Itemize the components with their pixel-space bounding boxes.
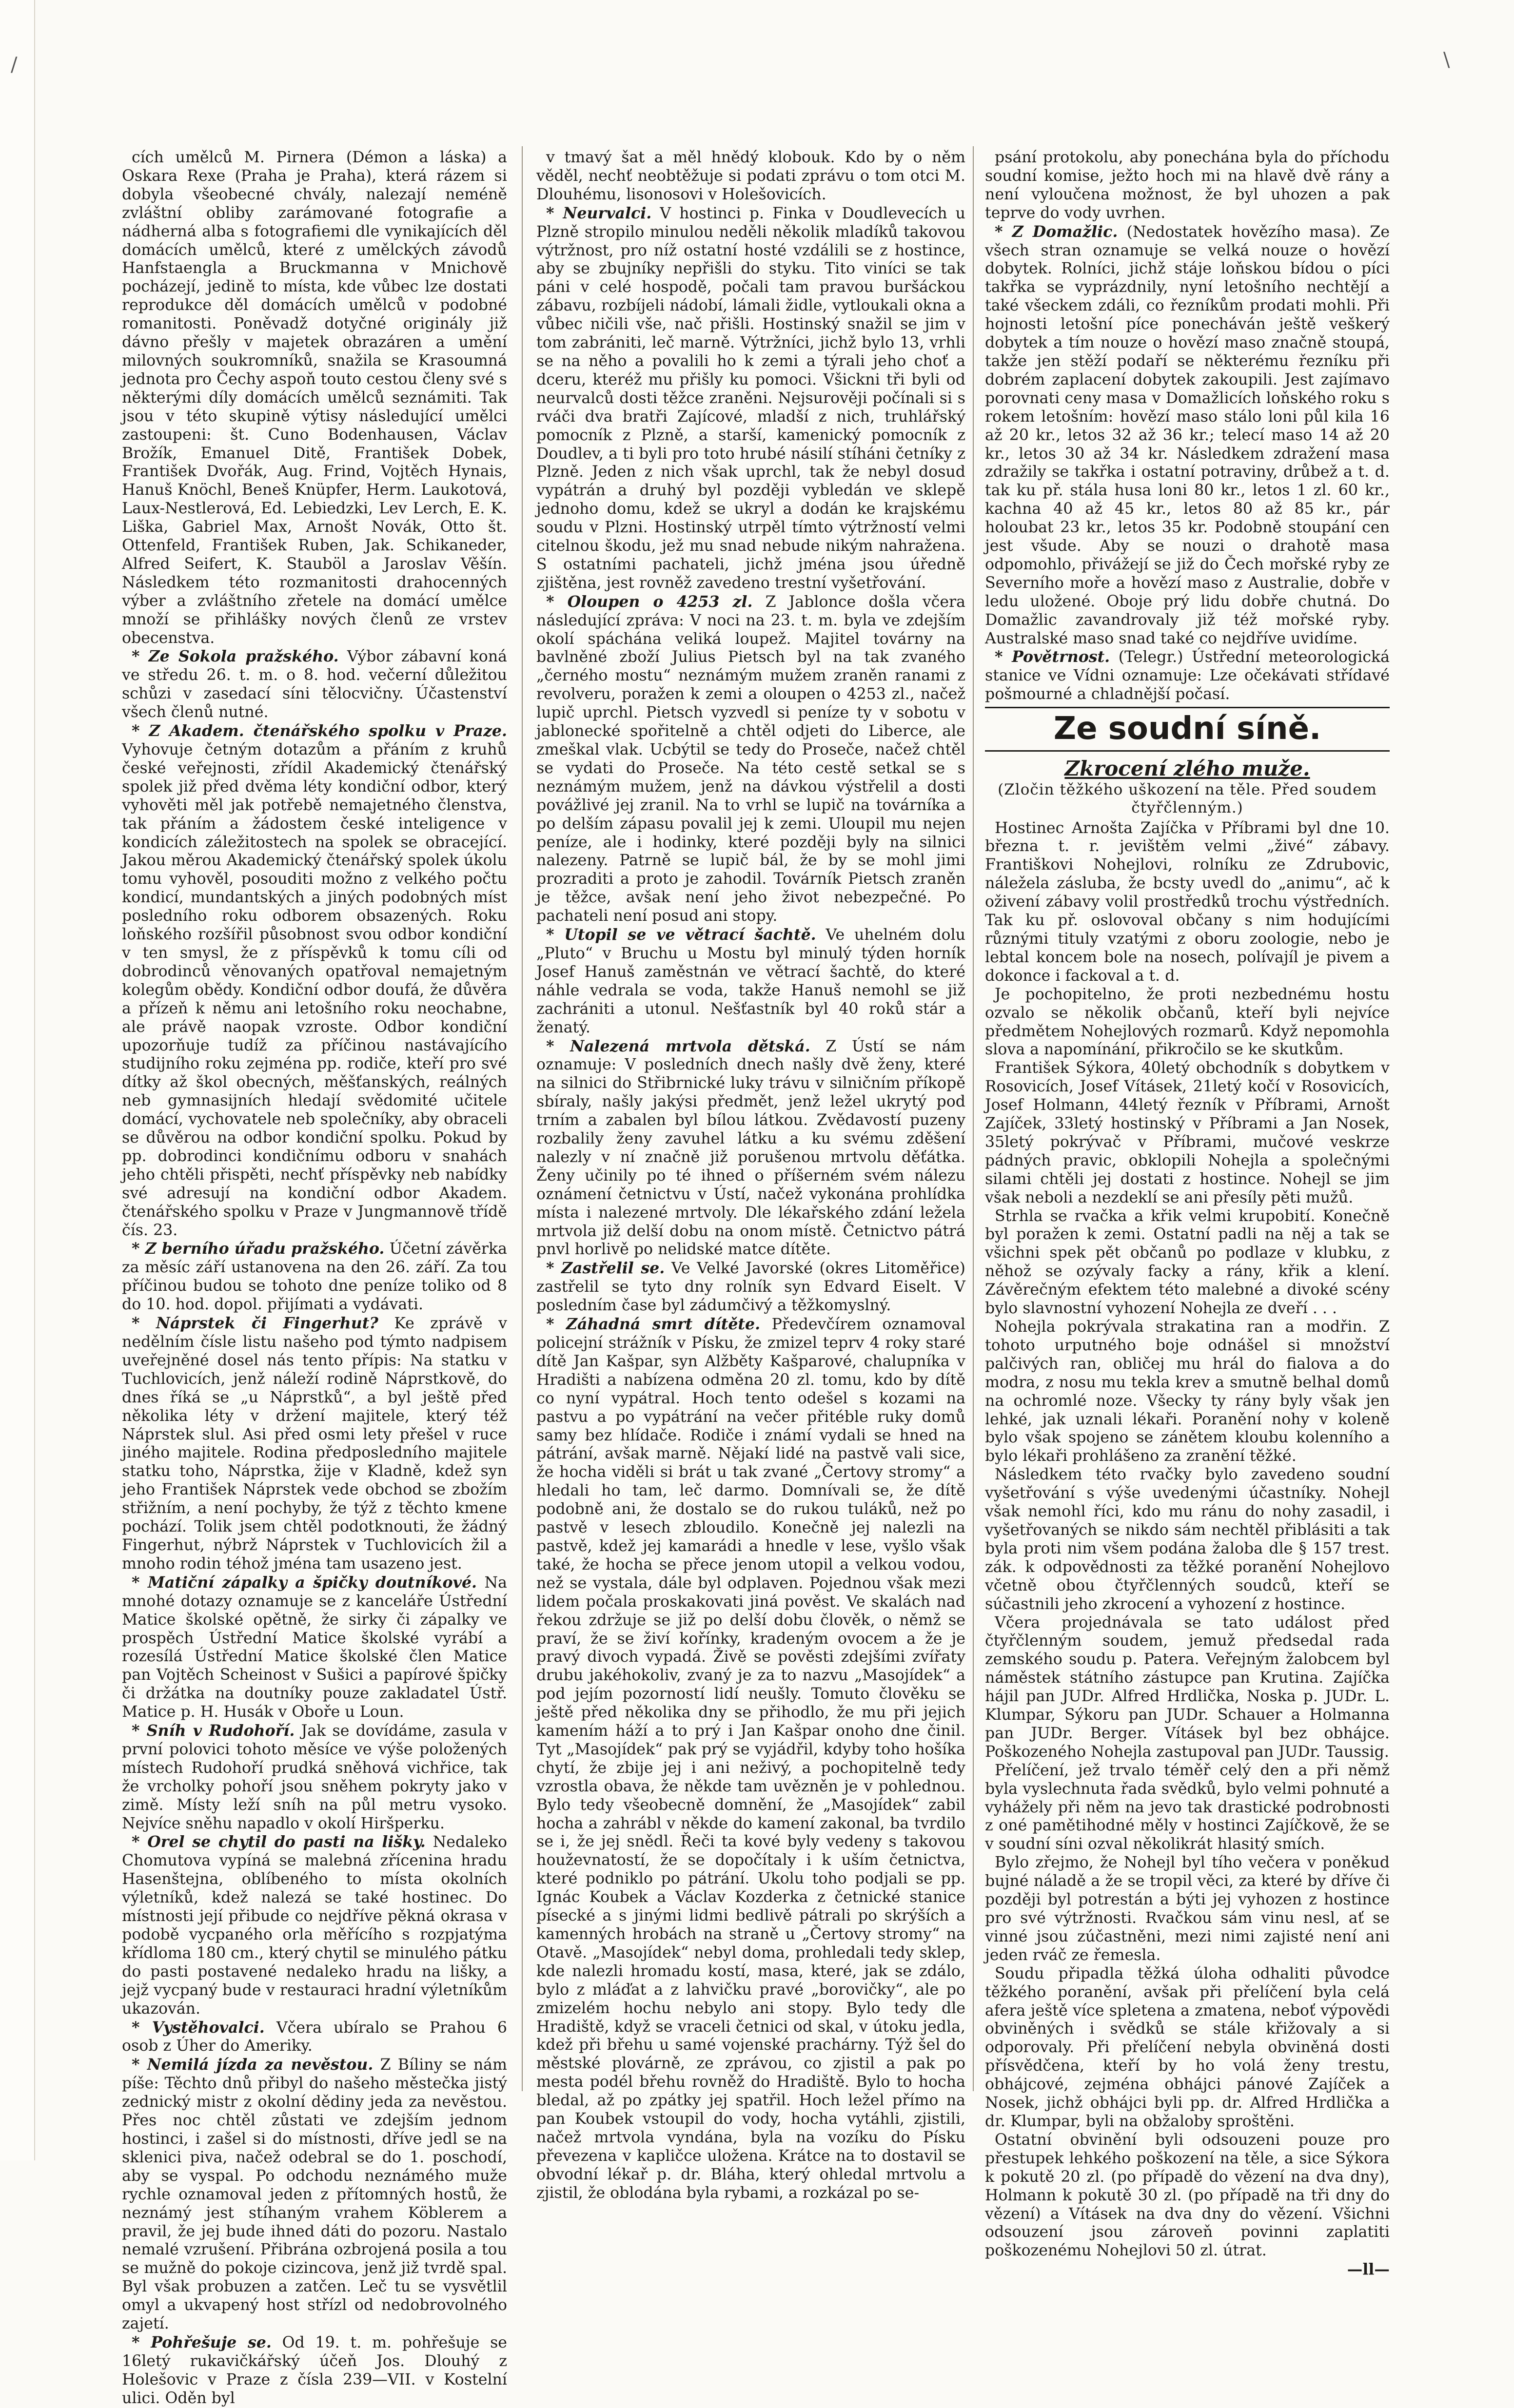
news-item-body: (Telegr.) Ústřední meteorologická stanice ve Vídni oznamuje: Lze očekávati střídavé pošmourné a chladnější počasí. bbox=[985, 648, 1390, 703]
news-item bbox=[122, 2056, 507, 2333]
news-item-title: * Oloupen o 4253 zl. bbox=[546, 592, 753, 611]
news-item-title: * Nalezená mrtvola dětská. bbox=[546, 1037, 810, 1055]
article-paragraph bbox=[985, 1762, 1390, 1854]
news-item bbox=[985, 648, 1390, 704]
article-paragraph bbox=[985, 1466, 1390, 1613]
news-item-body: Od 19. t. m. pohřešuje se 16letý rukavičkářský účeň Jos. Dlouhý z Holešovic v Praze z čísla 239—VII. v Kostelní ulici. Oděn byl bbox=[122, 2333, 507, 2407]
section-title: Ze soudní síně. bbox=[985, 707, 1390, 752]
article-paragraph bbox=[985, 819, 1390, 986]
news-item-body: Z Jablonce došla včera následující zpráva: V noci na 23. t. m. byla ve zdejším okolí spáchána veliká loupež. Majitel továrny na bavlněné zboží Julius Pietsch byl na tak zvaného „černého mostu“ neznámým mužem zraněn ranami z revolveru, poražen k zemi a oloupen o 4253 zl., načež lupič uprchl. Pietsch vyzvedl si peníze ty v sobotu v jablonecké spořitelně a chtěl odjeti do Liberce, ale zmeškal vlak. Ucbýtil se tedy do Proseče, načež chtěl se vydati do Proseče. Na této cestě setkal se s neznámým mužem, jenž na dávkou výstřelil a dosti povážlivé jej zranil. Na to vrhl se lupič na továrníka a po delším zápasu povalil jej k zemi. Uloupil mu nejen peníze, ale i hodinky, které později byly na silnici nalezeny. Patrně se lupič bál, že by se mohl jimi prozraditi a proto je zahodil. Továrník Pietsch zraněn je těžce, avšak není jeho život nebezpečné. Po pachateli není posud ani stopy. bbox=[536, 593, 965, 925]
news-item-title: * Z Akadem. čtenářského spolku v Praze. bbox=[132, 722, 507, 740]
news-item bbox=[536, 1315, 965, 2203]
news-item bbox=[122, 1722, 507, 1833]
news-item bbox=[536, 593, 965, 926]
article-paragraph bbox=[985, 1318, 1390, 1466]
author-signature: —ll— bbox=[1347, 2260, 1390, 2279]
news-item-title: * Nemilá jízda za nevěstou. bbox=[132, 2056, 374, 2074]
news-item bbox=[122, 1240, 507, 1314]
page-gutter bbox=[0, 0, 35, 2160]
news-item-body: Následkem této rvačky bylo zavedeno soudní vyšetřování s výše uvedenými účastníky. Nohejl však nemohl říci, kdo mu ránu do nohy zasadil, i vyšetřovaných se nikdo sám nechtěl přiblásiti a tak byla proti nim všem podána žaloba dle § 157 trest. zák. k odpovědnosti za těžké poranění Nohejlovo včetně obou čtyřčlenných soudců, kteří se súčastnili jeho zkrocení a vyhození z hostince. bbox=[985, 1466, 1390, 1613]
article-paragraph bbox=[122, 149, 507, 647]
news-item-title: * Z berního úřadu pražského. bbox=[132, 1240, 385, 1258]
article-paragraph bbox=[985, 1965, 1390, 2131]
news-item-body: Včera ubíralo se Prahou 6 osob z Úher do Ameriky. bbox=[122, 2019, 507, 2055]
news-item-body: Ke zprávě v nedělním čísle listu našeho pod týmto nadpisem uveřejněné dosel nás tento přípis: Na statku v Tuchlovicích, jenž náleží rodině Náprstkově, do dnes říká se „u Náprstků“, a byl ještě před několika léty v držení majitele, který též Náprstek slul. Asi před osmi lety přešel v ruce jiného majitele. Rodina předposledního majitele statku toho, Náprstka, žije v Kladně, kdež syn jeho František Náprstek vede obchod se zbožím střižním, a není pochyby, že týž z těchto kmene pochází. Tolik jsem chtěl podotknouti, že žádný Fingerhut, nýbrž Náprstek v Tuchlovicích žil a mnoho rodin téhož jména tam usazeno jest. bbox=[122, 1315, 507, 1573]
news-item-body: Jak se dovídáme, zasula v první polovici tohoto měsíce ve výše položených místech Rudohoří prudká sněhová vichřice, tak že vrcholky pohoří jsou sněhem pokryty jako v zimě. Místy leží sníh na půl metru vysoko. Nejvíce sněhu napadlo v okolí Hiršperku. bbox=[122, 1722, 508, 1832]
news-item-body: František Sýkora, 40letý obchodník s dobytkem v Rosovicích, Josef Vításek, 21letý kočí v Rosovicích, Josef Holmann, 44letý řezník v Příbrami, Arnošt Zajíček, 33letý hostinský v Příbrami a Jan Nosek, 35letý pokrývač v Příbrami, mučové veskrze pádných pravic, obklopili Nohejla a společnými silami chtěli jej dostati z hostince. Nohejl se jim však neboli a nezdeklí se ani přesíly pěti mužů. bbox=[985, 1059, 1390, 1206]
news-item-title: * Orel se chytil do pasti na lišky. bbox=[132, 1833, 426, 1851]
news-item bbox=[536, 926, 965, 1037]
news-item bbox=[985, 223, 1390, 648]
news-item-body: Soudu připadla těžká úloha odhaliti původce těžkého poranění, avšak při přelíčení byla celá afera ještě více spletena a zmatena, neboť výpovědi obviněných i svědků se stále křižovaly a si odporovaly. Při přelíčení nebyla obviněná dosti přísvědčena, kteří by ho volá ženy trestu, obhájcové, zejména obhájci pánové Zajíček a Nosek, jichž obhájci byli pp. dr. Alfred Hrdlička a dr. Klumpar, byli na obžaloby sproštěni. bbox=[985, 1964, 1390, 2130]
news-item-body: Na mnohé dotazy oznamuje se z kanceláře Ústřední Matice školské opětně, že sirky či zápalky ve prospěch Ústřední Matice školské vyrábí a rozesílá Ústřední Matice školské člen Matice pan Vojtěch Scheinost v Sušici a papírové špičky či držátka na doutníky pouze zakladatel Ústř. Matice p. H. Husák v Oboře u Loun. bbox=[122, 1573, 507, 1721]
page-mark-left: / bbox=[11, 54, 18, 76]
article-paragraph bbox=[985, 149, 1390, 223]
news-item-body: Vyhovuje četným dotazům a přáním z kruhů české veřejnosti, zřídil Akademický čtenářský spolek již před dvěma léty kondiční odbor, který vyhověti měl jak potřebě nemajetného členstva, tak přáním a žádostem české inteligence v kondicích záležitostech na spolek se obracející. Jakou měrou Akademický čtenářský spolek úkolu tomu vyhověl, posouditi možno z velkého počtu kondicí, mundantských a jiných podobných míst posledního roku odborem obsazených. Roku loňského rozšířil působnost svou odbor kondiční v ten smysl, že z příspěvků k tomu cíli od dobrodinců věnovaných opatřoval nemajetným kolegům obědy. Kondiční odbor doufá, že důvěra a přízeň k němu ani letošního roku neochabne, ale právě naopak vzroste. Odbor kondiční upozorňuje tudíž za příčinou nastávajícího studijního roku zejména pp. rodiče, kteří pro své dítky až škol obecných, měšťanských, reálných neb gymnasijních hledají svědomité učitele domácí, vychovatele neb společníky, aby obraceli se důvěrou na odbor kondiční spolku. Pokud by pp. dobrodinci kondičnímu odboru v snahách jeho chtěli přispěti, nechť příspěvky neb nabídky své adresují na kondiční odbor Akadem. čtenářského spolku v Praze v Jungmannově třídě čís. 23. bbox=[122, 741, 507, 1239]
news-item-body: Strhla se rvačka a křik velmi krupobití. Konečně byl poražen k zemi. Ostatní padli na něj a tak se všichni spek pět občanů po podlaze v klubku, z něhož se ozývaly facky a rány, křik a klení. Závěrečným efektem této malebné a divoké scény bylo slavnostní vyhození Nohejla ze dveří . . . bbox=[985, 1207, 1390, 1318]
article-paragraph bbox=[985, 986, 1390, 1060]
news-item bbox=[536, 1037, 965, 1260]
news-item-body: Z Bíliny se nám píše: Těchto dnů přibyl do našeho městečka jistý zednický mistr z okolní dědiny jeda za nevěstou. Přes noc chtěl zůstati ve zdejším jednom hostinci, i zašel si do místnosti, dříve jedl se na sklenici piva, načež odebral se do 1. poschodí, aby se vyspal. Po odchodu neznámého muže rychle oznamoval jeden z přítomných hostů, že neznámý jest stíhaným vrahem Köblerem a pravil, že jej bude ihned dáti do pozoru. Nastalo nemalé vzrušení. Přibrána ozbrojená posila a tou se mužně do pokoje cizincova, jenž již tvrdě spal. Byl však probuzen a zatčen. Leč tu se vysvětlil omyl a ukvapený host střízl od nedobrovolného zajetí. bbox=[122, 2056, 507, 2333]
article-paragraph bbox=[985, 1854, 1390, 1964]
news-item-body: Účetní závěrka za měsíc září ustanovena na den 26. září. Za tou příčinou budou se tohoto dne peníze toliko od 8 do 10. hod. dopol. přijímati a vydávati. bbox=[122, 1240, 508, 1314]
column-divider-1 bbox=[522, 146, 523, 2091]
article-headline: Zkrocení zlého muže. bbox=[1064, 756, 1310, 780]
news-item-title: * Pohřešuje se. bbox=[132, 2333, 272, 2351]
news-item-body: Nohejla pokrývala strakatina ran a modřin. Z tohoto urputného boje odnášel si množství palčivých ran, obličej mu hrál do fialova a do modra, z nosu mu tekla krev a smutně belhal domů na ochromlé noze. Všecky ty rány byly však jen lehké, jak uznali lékaři. Poranění nohy v koleně bylo však spojeno se zánětem kloubu kolenního a bylo lékaři prohlášeno za zranění těžké. bbox=[985, 1318, 1390, 1465]
news-item bbox=[122, 1833, 507, 2018]
court-section-heading bbox=[985, 707, 1390, 817]
article-paragraph bbox=[985, 1207, 1390, 1318]
news-item-body: cích umělců M. Pirnera (Démon a láska) a Oskara Rexe (Praha je Praha), která rázem si dobyla všeobecné chvály, nalezají neméně zvláštní obliby zarámované fotografie a nádherná alba s fotografiemi dle vynikajících děl domácích umělců, které z umělckých závodů Hanfstaengla a Bruckmanna v Mnichově pocházejí, jedině to místa, kde vůbec lze dostati reprodukce děl domácích umělců v podobné romanitosti. Poněvadž dotyčné originály již dávno přešly v majetek obrazáren a umění milovných soukromníků, snažila se Krasoumná jednota pro Čechy aspoň touto cestou členy své s některými díly domácích umělců seznámiti. Tak jsou v této skupině výtisy následující umělci zastoupeni: št. Cuno Bodenhausen, Václav Brožík, Emanuel Ditě, František Dobek, František Dvořák, Aug. Frind, Vojtěch Hynais, Hanuš Knöchl, Beneš Knüpfer, Herm. Laukotová, Laux-Nestlerová, Ed. Lebiedzki, Lev Lerch, E. K. Liška, Gabriel Max, Arnošt Novák, Otto št. Ottenfeld, František Ruben, Jak. Schikaneder, Alfred Seifert, K. Stauböl a Jaroslav Věšín. Následkem této rozmanitosti drahocenných výber a zvláštního zřetele na domácí umělce množí se přihlášky nových členů ze vrstev obecenstva. bbox=[122, 149, 507, 647]
news-column-1 bbox=[122, 149, 508, 2407]
news-item bbox=[122, 647, 507, 722]
news-item-title: * Povětrnost. bbox=[995, 648, 1110, 666]
page-mark-right: \ bbox=[1443, 49, 1450, 71]
news-item-title: * Vystěhovalci. bbox=[132, 2018, 265, 2037]
news-item-body: Je pochopitelno, že proti nezbednému hostu ozvalo se několik občanů, kteří byli nejvíce předmětem Nohejlových rozmarů. Když nepomohla slova a napomínání, přikročilo se ke skutkům. bbox=[985, 985, 1390, 1059]
news-item bbox=[122, 722, 507, 1240]
news-item bbox=[122, 2333, 507, 2408]
news-item-body: V hostinci p. Finka v Doudlevecích u Plzně stropilo minulou neděli několik mladíků takovou výtržnost, pro níž ostatní hosté vzdálili se z hostince, aby se zbujníky nepřišli do styku. Tito viníci se tak páni v celé hospodě, počali tam pravou buršáckou zábavu, rozbíjeli nádobí, lámali židle, vytloukali okna a vůbec ničili vše, nač přišli. Hostinský snažil se jim v tom zabrániti, leč marně. Výtržníci, jichž bylo 13, vrhli se na něho a povalili ho k zemi a týrali jeho choť a dceru, kteréž mu přišly ku pomoci. Všickni tři byli od neurvalců dosti těžce zraněni. Nejsurověji počínali si s rváči dva bratři Zajícové, mladší z nich, truhlářský pomocník z Plzně, a starší, kamenický pomocník z Doudlev, a ti byli pro toto hrubé násilí stíháni četníky z Plzně. Jeden z nich však uprchl, tak že nebyl dosud vypátrán a druhý byl později vybledán ve sklepě jednoho domu, kdež se ukryl a dodán ke krajskému soudu v Plzni. Hostinský utrpěl tímto výtržností velmi citelnou škodu, jež mu snad nebude nikým nahražena. S ostatními pachateli, jichž jména jsou úředně zjištěna, jest rovněž zavedeno trestní vyšetřování. bbox=[536, 204, 966, 592]
news-item-title: * Neurvalci. bbox=[546, 204, 652, 222]
article-paragraph bbox=[536, 149, 965, 204]
article-paragraph bbox=[985, 1059, 1390, 1207]
news-item-body: Výbor zábavní koná ve středu 26. t. m. o 8. hod. večerní důležitou schůzi v zasedací síni tělocvičny. Účastenství všech členů nutné. bbox=[122, 648, 508, 721]
news-item-title: * Záhadná smrt dítěte. bbox=[546, 1315, 761, 1334]
news-item-title: * Matiční zápalky a špičky doutníkové. bbox=[132, 1573, 477, 1592]
news-item bbox=[536, 1259, 965, 1315]
news-item-title: * Ze Sokola pražského. bbox=[132, 647, 339, 666]
news-item-body: (Nedostatek hovězího masa). Ze všech stran oznamuje se velká nouze o hovězí dobytek. Rolníci, jichž stáje loňskou bídou o píci takřka se vyprázdnily, nyní letošního nechtějí a také všeckem zdáli, co řezníkům prodati mohli. Při hojnosti letošní píce ponecháván ještě veškerý dobytek a tím nouze o hovězí maso značně stoupá, takže jen stěží podaří se některému řezníku při dobrém zaplacení dobytek zakoupili. Jest zajímavo porovnati ceny masa v Domažlicích loňského roku s rokem letošním: hovězí maso stálo loni půl kila 16 až 20 kr., letos 32 až 36 kr.; telecí maso 14 až 20 kr., letos 30 až 34 kr. Následkem zdražení masa zdražily se takřka i ostatní potraviny, drůbež a t. d. tak ku př. stála husa loni 80 kr., letos 1 zl. 60 kr., kachna 40 až 45 kr., letos 80 až 85 kr., pár holoubat 23 kr., letos 35 kr. Podobně stoupání cen jest všude. Aby se nouzi o drahotě masa odpomohlo, přivážejí se již do Čech mořské ryby ze Severního moře a hovězí maso z Australie, dobře v ledu uložené. Oboje prý lidu dobře chutná. Do Domažlic zavandrovaly již též mořské ryby. Australské maso snad také co nejdříve uvidíme. bbox=[985, 223, 1390, 647]
news-item-body: psání protokolu, aby ponechána byla do příchodu soudní komise, ježto hoch mi na hlavě dvě rány a není vyloučena možnost, že byl uhozen a pak teprve do vody uvrhen. bbox=[985, 149, 1390, 222]
news-item-body: Z Ústí se nám oznamuje: V posledních dnech našly dvě ženy, které na silnici do Střibrnické luky trávu v silničním příkopě sbíraly, našly jakýsi předmět, jenž ležel ukrytý pod trním a zabalen byl bílou látkou. Zvědavostí puzeny rozbalily ženy zavuhel látku a ku svému zděšení nalezly v ní značně již porušenou mrtvolu děťátka. Ženy učinily po té ihned o příšerném svém nálezu oznámení četnictvu v Ústí, načež vykonána prohlídka místa i nalezené mrtvoly. Dle lékařského zdání ležela mrtvola již delší dobu na onom místě. Četnictvo pátrá pnvl horlivě po nelidské matce dítěte. bbox=[536, 1037, 965, 1259]
news-item-body: Ve uhelném dolu „Pluto“ v Bruchu u Mostu byl minulý týden horník Josef Hanuš zaměstnán ve větrací šachtě, do které náhle vedrala se voda, takže Hanuš nemohl se již zachrániti a utonul. Nešťastník byl 40 roků stár a ženatý. bbox=[536, 926, 966, 1036]
news-item bbox=[122, 1314, 507, 1573]
news-item-body: v tmavý šat a měl hnědý klobouk. Kdo by o něm věděl, nechť neobtěžuje si podati zprávu o tom otci M. Dlouhému, lisonosovi v Holešovicích. bbox=[536, 149, 965, 203]
news-item-body: Přelíčení, jež trvalo téměř celý den a při němž byla vyslechnuta řada svědků, bylo velmi pohnuté a vyhážely při něm na jevo tak drastické podrobnosti z oné pamětihodné měly v hostinci Zajíčkově, že se v soudní síni ozval několikrát hlasitý smích. bbox=[985, 1761, 1390, 1853]
article-deck: (Zločin těžkého uškození na těle. Před soudem čtyřčlenným.) bbox=[998, 781, 1377, 817]
news-column-2 bbox=[536, 149, 966, 2202]
column-divider-2 bbox=[973, 146, 974, 2091]
news-item-body: Ostatní obvinění byli odsouzeni pouze pro přestupek lehkého poškození na těle, a sice Sýkora k pokutě 20 zl. (po případě do vězení na dva dny), Holmann k pokutě 30 zl. (po případě na tři dny do vězení) a Vításek na dva dny do vězení. Všichni odsouzení jsou zároveň povinni zaplatiti poškozenému Nohejlovi 50 zl. útrat. bbox=[985, 2131, 1390, 2260]
news-item-body: Hostinec Arnošta Zajíčka v Příbrami byl dne 10. března t. r. jevištěm velmi „živé“ zábavy. Františkovi Nohejlovi, rolníku ze Zdrubovic, náležela zásluba, že bcsty uvedl do „animu“, ač k oživení zábavy volil prostředků trochu výstředních. Tak ku př. oslovoval občany s nim hodujícími různými tituly vzatými z oboru zoologie, nebo je lebtal koncem bole na nosech, polívajíl je pivem a dokonce i fackoval a t. d. bbox=[985, 819, 1390, 985]
article-paragraph bbox=[985, 1614, 1390, 1762]
news-item-title: * Utopil se ve větrací šachtě. bbox=[546, 926, 816, 944]
news-item-title: * Zastřelil se. bbox=[546, 1259, 665, 1278]
news-item-body: Ve Velké Javorské (okres Litoměřice) zastřelil se tyto dny rolník syn Edvard Eiselt. V posledním čase byl zádumčivý a těžkomyslný. bbox=[536, 1260, 965, 1315]
news-item-title: * Z Domažlic. bbox=[995, 222, 1118, 241]
news-item-title: * Sníh v Rudohoří. bbox=[132, 1722, 295, 1740]
news-item bbox=[122, 1573, 507, 1722]
article-paragraph bbox=[985, 2131, 1390, 2260]
news-item-body: Nedaleko Chomutova vypíná se malebná zřícenina hradu Hasenštejna, oblíbeného to místa okolních výletníků, kdež nalezá se také hostinec. Do místnosti její přibude co nejdříve pěkná okrasa v podobě vycpaného orla měřícího s rozpjatýma křídloma 180 cm., který chytil se minulého pátku do pasti postavené nedaleko hradu na lišky, a jejž vycpaný bude v restauraci hradní výletníkům ukazován. bbox=[122, 1833, 507, 2018]
news-column-3 bbox=[985, 149, 1390, 2279]
news-item-body: Předevčírem oznamoval policejní strážník v Písku, že zmizel teprv 4 roky staré dítě Jan Kašpar, syn Alžběty Kašparové, chalupníka v Hradišti a nabízena odměna 20 zl. tomu, kdo by dítě co nyní vypátral. Hoch tento odešel s kozami na pastvu a po vypátrání na večer přitéble ruky domů samy bez hlídače. Rodiče i známí vydali se hned na pátrání, avšak marně. Nějakí lidé na pastvě vali sice, že hocha viděli si brát u tak zvané „Čertovy stromy“ a hledali ho tam, leč darmo. Domnívali se, že dítě podobně ani, že dostalo se do rukou tuláků, než po pastvě v lesech zbloudilo. Konečně jej nalezli na pastvě, kdež jej kamarádi a hnedle v lese, vyšlo však také, že hocha se přece jenom utopil a velkou vodou, než se vystala, dále byl odplaven. Pojednou však mezi lidem počala proskakovati jiná pověst. Ve skalách nad řekou zdržuje se již po delší dobu člověk, o němž se praví, že se živí kořínky, kradeným ovocem a že je pravý divoch vypadá. Živě se pověsti zdejšími zvířaty drubu jakéhokoliv, zvaný je za to nazvu „Masojídek“ a pod jejím pozorností lidí neušly. Tomuto člověku se ještě před několika dny se přihodlo, že mu při jejich kamením háží a to prý i Jan Kašpar onoho dne činil. Tyt „Masojídek“ pak prý se vyjádřil, kdyby toho hošíka chytí, že zbije jej i ani neživý, a pochopitelně tedy vzrostla obava, že někde tam uvězněn je v pohlednou. Bylo tedy všeobecně domnění, že „Masojídek“ zabil hocha a zahrábl v někde do kamení zakonal, ba tvrdilo se i, že jej snědl. Řeči ta kové byly vedeny s takovou houževnatostí, že se dopočítaly i k uším četnictva, které podniklo po pátrání. Ukolu toho podjali se pp. Ignác Koubek a Václav Kozderka z četnické stanice písecké a s jinými lidmi bedlivě pátrali po skrýších a kamenných hrobách na straně u „Čertovy stromy“ na Otavě. „Masojídek“ nebyl doma, prohledali tedy sklep, kde nalezli hromadu kostí, masa, které, jak se zdálo, bylo z mláďat a z lahvičku pravé „borovičky“, ale po zmizelém hochu nebylo ani stopy. Bylo tedy dle Hradiště, když se vraceli četnici od skal, v útoku jedla, kdež při břehu u samé vojenské prachárny. Týž šel do městské plovárně, ze zprávou, co zjistil a pak po mesta podél břehu rovněž do Hradiště. Bylo to hocha bledal, až po zpátky jej spatřil. Hoch ležel přímo na pan Koubek vstoupil do vody, hocha vytáhli, zjistili, načež mrtvola vyndána, byla na vozíku do Písku převezena v kapličce uložena. Krátce na to dostavil se obvodní lékař p. dr. Bláha, který ohledal mrtvolu a zjistil, že oblodána byla rybami, a rozkázal po se- bbox=[536, 1316, 966, 2202]
news-item bbox=[122, 2019, 507, 2056]
news-item bbox=[536, 204, 965, 593]
news-item-body: Bylo zřejmo, že Nohejl byl tího večera v poněkud bujné náladě a že se tropil věci, za které by dříve či později byl potrestán a býti jej vyhozen z hostince pro své výtržnosti. Rvačkou sám vinu nesl, ať se vinné jsou zúčastněni, mezi nimi zajisté není ani jeden rváč ze řemesla. bbox=[985, 1854, 1390, 1964]
news-item-body: Včera projednávala se tato událost před čtyřčlenným soudem, jemuž předsedal rada zemského soudu p. Patera. Veřejným žalobcem byl náměstek státního zástupce pan Krutina. Zajíčka hájil pan JUDr. Alfred Hrdlička, Noska p. JUDr. L. Klumpar, Sýkoru pan JUDr. Schauer a Holmanna pan JUDr. Berger. Vításek byl bez obhájce. Poškozeného Nohejla zastupoval pan JUDr. Taussig. bbox=[985, 1613, 1390, 1761]
news-item-title: * Náprstek či Fingerhut? bbox=[132, 1314, 378, 1333]
